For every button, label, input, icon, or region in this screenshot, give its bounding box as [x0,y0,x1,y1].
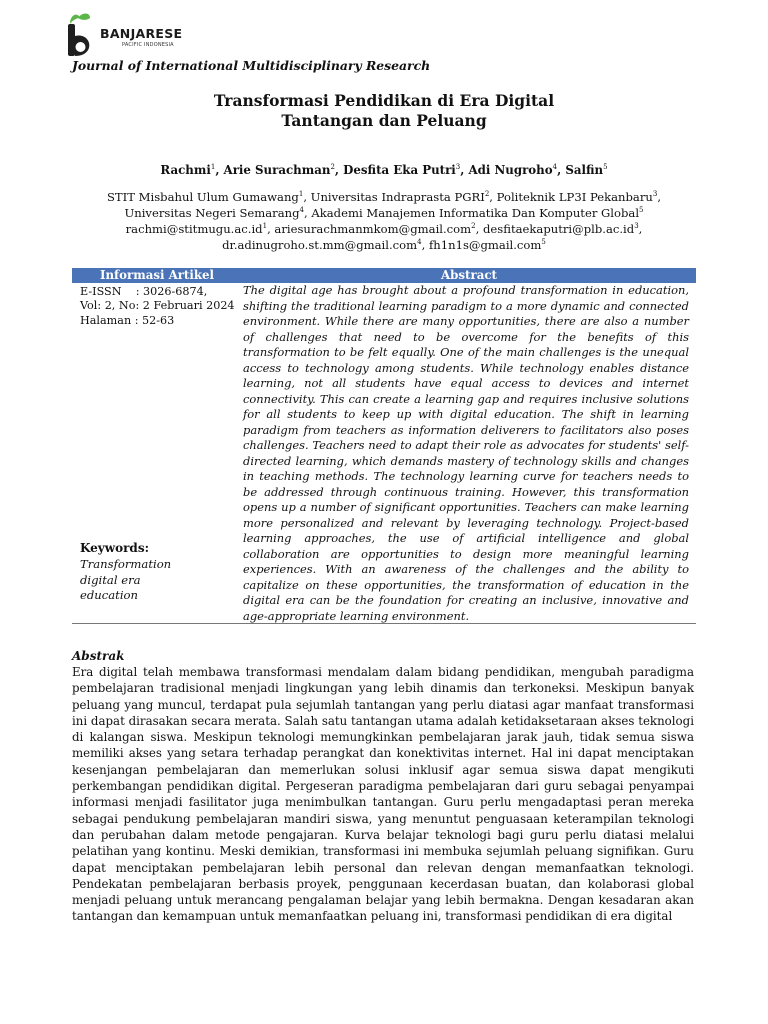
pages: Halaman : 52-63 [80,313,175,327]
keywords-list [80,557,230,604]
author-name: Arie Surachman [223,163,331,177]
author-sup: 3 [455,163,461,172]
abstrak-heading: Abstrak [72,649,125,663]
article-title-line2: Tantangan dan Peluang [281,111,487,130]
author-name: Rachmi [160,163,211,177]
author-sup: 5 [603,163,608,172]
email-line: dr.adinugroho.st.mm@gmail.com$^4$, fh1n1s@gmail.com$^5$ [222,237,546,252]
abstrak-body: Era digital telah membawa transformasi mendalam dalam bidang pendidikan, mengubah paradigma pembelajaran tradisional menjadi lingkungan yang lebih dinamis dan terkoneksi. Meskipun banyak peluang yang muncul, terdapat pula sejumlah tantangan yang perlu diatasi agar manfaat transformasi ini dapat dirasakan secara merata. Salah satu tantangan utama adalah ketidaksetaraan akses teknologi di kalangan siswa. Meskipun teknologi memungkinkan pembelajaran jarak jauh, tidak semua siswa memiliki akses yang setara terhadap perangkat dan konektivitas internet. Hal ini dapat menciptakan kesenjangan pembelajaran dan memerlukan solusi inklusif agar semua siswa dapat mengikuti perkembangan pendidikan digital. Pergeseran paradigma pembelajaran dari guru sebagai penyampai informasi menjadi fasilitator juga menimbulkan tantangan. Guru perlu mengadaptasi peran mereka sebagai pendukung pembelajaran mandiri siswa, yang menuntut penguasaan keterampilan teknologi dan perubahan dalam metode pengajaran. Kurva belajar teknologi bagi guru perlu diatasi melalui pelatihan yang kontinu. Meski demikian, transformasi ini membuka sejumlah peluang signifikan. Guru dapat menciptakan pembelajaran lebih personal dan relevan dengan memanfaatkan teknologi. Pendekatan pembelajaran berbasis proyek, penggunaan kecerdasan buatan, dan kolaborasi global menjadi peluang untuk merancang pengalaman belajar yang lebih bermakna. Dengan kesadaran akan tantangan dan kemampuan untuk memanfaatkan peluang ini, transformasi pendidikan di era digital [72,665,694,924]
abstract-header: Abstract [441,268,497,282]
affiliation-line: Universitas Negeri Semarang$^4$, Akademi Manajemen Informatika Dan Komputer Global$^5$ [124,205,644,220]
issn: E-ISSN : 3026-6874, [80,285,208,298]
section-divider [72,623,696,624]
author-sup: 2 [330,163,335,172]
abstract-english: The digital age has brought about a profound transformation in education, shifting the traditional learning paradigm to a more dynamic and connected environment. While there are many opportunities, there are also a number of challenges that need to be overcome for the benefits of this transformation to be felt equally. One of the main challenges is the unequal access to technology among students. While technology enables distance learning, not all students have equal access to devices and internet connectivity. This can create a learning gap and requires inclusive solutions for all students to keep up with digital education. The shift in learning paradigm from teachers as information deliverers to facilitators also poses challenges. Teachers need to adapt their role as advocates for students' self-directed learning, which demands mastery of technology skills and changes in teaching methods. The technology learning curve for teachers needs to be addressed through continuous training. However, this transformation opens up a number of significant opportunities. Teachers can make learning more personalized and relevant by leveraging technology. Project-based learning approaches, the use of artificial intelligence and global collaboration are opportunities to design more meaningful learning experiences. With an awareness of the challenges and the ability to capitalize on these opportunities, the transformation of education in the digital era can be the foundation for creating an inclusive, innovative and age-appropriate learning environment. [243,283,689,623]
keywords-label: Keywords: [80,541,150,555]
logo-name: BANJARESE [100,26,183,41]
author-sup: 1 [210,163,216,172]
author-name: Salfin [565,163,604,177]
volume: Vol: 2, No: 2 Februari 2024 [80,299,235,313]
info-table-header [72,268,696,283]
author-sup: 4 [552,163,558,172]
banjarese-leaf-b-icon [64,12,104,60]
journal-name: Journal of International Multidisciplinary Research [72,58,431,73]
email-line: $rachmi@stitmugu.ac.id^1$, ariesurachmanmkom@gmail.com$^2$, $desfitaekaputri@plb.ac.id^3$, [125,221,643,236]
keyword: Transformation [80,557,172,571]
publisher-logo [64,12,204,60]
author-name: Adi Nugroho [468,163,553,177]
author-name: Desfita Eka Putri [343,163,456,177]
affiliation-line: STIT Misbahul Ulum Gumawang$^1$, Universitas Indraprasta PGRI$^2$, Politeknik LP3I Pekanbaru$^3$, [106,189,662,204]
logo-subtitle: PACIFIC INDONESIA [122,42,174,48]
keyword: digital era [80,572,141,587]
article-title-line1: Transformasi Pendidikan di Era Digital [213,91,555,110]
keyword: education [80,588,138,603]
article-info-header: Informasi Artikel [99,268,215,282]
article-info [80,285,240,328]
author-list: Rachmi$^1$, Arie Surachman$^2$, Desfita Eka Putri$^3$, Adi Nugroho$^4$, Salfin$^5$ [160,163,608,177]
